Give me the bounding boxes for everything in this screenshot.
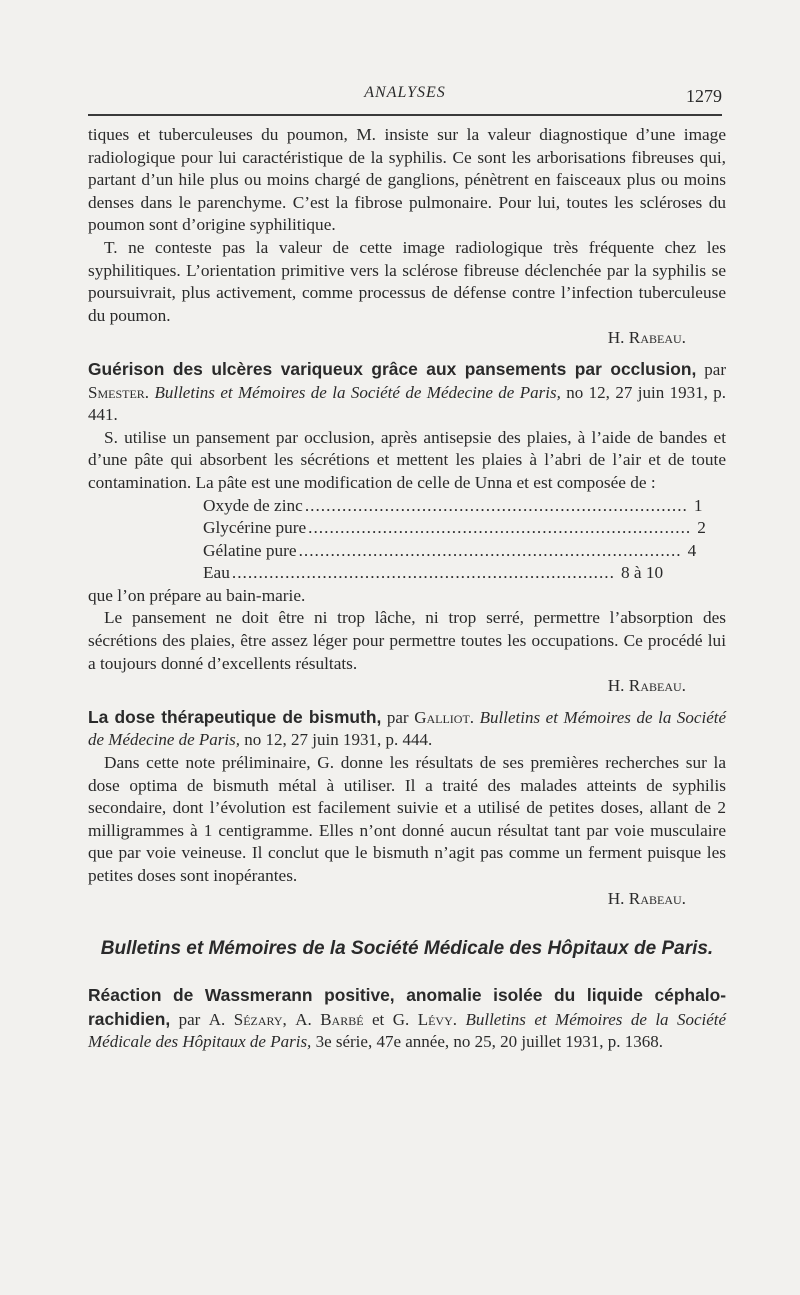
- recipe-ingredient: Eau: [203, 563, 230, 583]
- leader-dots: ........................................................................: [298, 540, 682, 560]
- paragraph: tiques et tuberculeuses du poumon, M. insiste sur la valeur diagnostique d’une image radiologique pour lui caractéristique de la syphilis. Ce sont les arborisations fibreuses qui, partant d’un hile plus ou moins chargé de ganglions, pénètrent en faisceaux plus ou moins denses dans le parenchyme. C’est la fibrose pulmonaire. Pour lui, toutes les scléroses du poumon sont d’origine syphilitique.: [88, 125, 726, 235]
- recipe-quantity: 2: [697, 518, 706, 538]
- section-title: Bulletins et Mémoires de la Société Médicale des Hôpitaux de Paris.: [100, 938, 714, 960]
- article-heading: [88, 358, 726, 427]
- article-heading: Réaction de Wassmerann positive, anomalie isolée du liquide céphalo-rachidien, par A. Sézary, A. Barbé et G. Lévy. Bulletins et Mémoires de la Société Médicale des Hôpitaux de Paris, 3e série, 47e année, no 25, 20 juillet 1931, p. 1368.: [88, 985, 727, 1052]
- header-rule: [88, 114, 722, 116]
- recipe-list: [203, 495, 706, 585]
- recipe-quantity: 1: [693, 495, 703, 515]
- signature: H. Rabeau.: [607, 888, 686, 908]
- recipe-ingredient: Glycérine pure: [203, 518, 307, 538]
- byline-word: par: [386, 707, 409, 727]
- leader-dots: ........................................................................: [231, 563, 615, 583]
- byline-word: par: [704, 359, 727, 379]
- article-author: A. Sézary: [208, 1009, 283, 1029]
- article-author: Galliot.: [414, 707, 475, 727]
- article-author: A. Barbé: [295, 1009, 364, 1029]
- article-author: G. Lévy.: [392, 1009, 458, 1029]
- leader-dots: ........................................................................: [304, 495, 688, 515]
- journal-title: Bulletins et Mémoires de la Société Médicale des Hôpitaux de Paris,: [88, 1009, 727, 1052]
- leader-dots: ........................................................................: [308, 518, 692, 538]
- running-head: [88, 84, 722, 106]
- article-heading: [88, 706, 726, 752]
- paragraph: S. utilise un pansement par occlusion, après antisepsie des plaies, à l’aide de bandes et d’une pâte qui absorbent les sécrétions et mettent les plaies à l’abri de l’air et de toute contamination. La pâte est une modification de celle de Unna et est composée de :: [88, 427, 726, 492]
- signature: H. Rabeau.: [607, 328, 686, 348]
- article-title: Réaction de Wassmerann positive, anomalie isolée du liquide céphalo-rachidien,: [88, 985, 726, 1029]
- running-title: ANALYSES: [364, 84, 446, 101]
- page-content: [88, 124, 726, 1054]
- recipe-quantity: 4: [687, 540, 697, 560]
- article-reference: no 12, 27 juin 1931, p. 444.: [244, 730, 433, 750]
- article-title: La dose thérapeutique de bismuth,: [88, 706, 382, 727]
- signature: H. Rabeau.: [607, 676, 686, 696]
- article-author: Smester.: [88, 382, 150, 402]
- paragraph: Dans cette note préliminaire, G. donne les résultats de ses premières recherches sur la dose optima de bismuth métal à utiliser. Il a traité des malades atteints de syphilis secondaire, dont l’évolution est facilement suivie et a utilisé de petites doses, allant de 2 milligrammes à 1 centigramme. Elles n’ont donné aucun résultat tant par voie musculaire que par voie veineuse. Il conclut que le bismuth n’agit pas comme un ferment puisque les petites doses sont inopérantes.: [88, 753, 726, 885]
- recipe-row: [203, 562, 664, 585]
- article-reference: no 12, 27 juin 1931, p. 441.: [88, 382, 727, 425]
- recipe-ingredient: Oxyde de zinc: [203, 495, 303, 515]
- recipe-row: [203, 495, 703, 518]
- article-reference: 3e série, 47e année, no 25, 20 juillet 1931, p. 1368.: [315, 1032, 664, 1052]
- recipe-row: [203, 517, 706, 540]
- page-number: 1279: [686, 86, 722, 106]
- journal-title: Bulletins et Mémoires de la Société de Médecine de Paris,: [154, 382, 561, 402]
- paragraph: T. ne conteste pas la valeur de cette image radiologique très fréquente chez les syphilitiques. L’orientation primitive vers la sclérose fibreuse déclenchée par la syphilis se poursuivrait, plus activement, comme processus de défense contre l’infection tuberculeuse du poumon.: [88, 237, 726, 325]
- recipe-ingredient: Gélatine pure: [203, 540, 297, 560]
- journal-title: Bulletins et Mémoires de la Société de Médecine de Paris,: [88, 707, 727, 750]
- byline-word: par: [178, 1009, 201, 1029]
- recipe-quantity: 8 à 10: [620, 563, 664, 583]
- paragraph: que l’on prépare au bain-marie.: [88, 585, 306, 605]
- article-title: Guérison des ulcères variqueux grâce aux pansements par occlusion,: [88, 358, 697, 379]
- recipe-row: [203, 540, 697, 563]
- paragraph: Le pansement ne doit être ni trop lâche, ni trop serré, permettre l’absorption des sécrétions des plaies, être assez léger pour permettre toutes les occupations. Ce procédé lui a toujours donné d’excellents résultats.: [88, 608, 726, 673]
- conjunction: et: [372, 1009, 385, 1029]
